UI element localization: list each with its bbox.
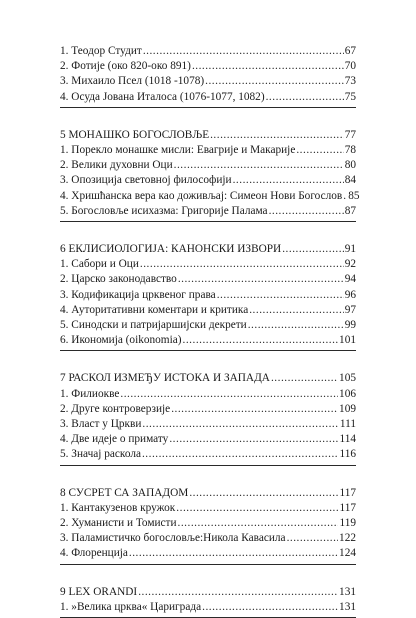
toc-entry-page: 106 — [339, 387, 356, 400]
toc-entry-page: 122 — [339, 532, 356, 545]
toc-entry-title: 6 ЕКЛИСИОЛОГИЈА: КАНОНСКИ ИЗВОРИ — [60, 243, 282, 256]
toc-entry-title: 2. Друге контроверзије — [60, 402, 171, 415]
toc-entry-page: 84 — [344, 174, 356, 187]
toc-leader-dots — [192, 59, 344, 74]
toc-leader-dots — [178, 516, 339, 531]
toc-leader-dots — [142, 417, 338, 432]
toc-entry — [60, 303, 356, 318]
toc-leader-dots — [138, 585, 338, 600]
toc-entry-page: 131 — [339, 585, 356, 598]
toc-entry-title: 9 LEX ORANDI — [60, 585, 138, 598]
toc-entry-title: 1. Сабори и Оци — [60, 258, 139, 271]
toc-entry-title: 1. »Велика црква« Цариграда — [60, 600, 202, 613]
toc-chapter-heading — [60, 486, 356, 501]
toc-entry — [60, 546, 356, 561]
toc-entry — [60, 143, 356, 158]
toc-entry-title: 2. Хуманисти и Томисти — [60, 517, 177, 530]
toc-entry-title: 3. Опозиција световној философији — [60, 174, 232, 187]
toc-entry-title: 3. Паламистичко богословље:Никола Кавасила — [60, 532, 286, 545]
toc-entry-page: 114 — [339, 433, 356, 446]
toc-leader-dots — [129, 546, 338, 561]
toc-leader-dots — [296, 143, 343, 158]
toc-entry — [60, 158, 356, 173]
toc-entry-title: 3. Михаило Псел (1018 -1078) — [60, 75, 205, 88]
toc-entry — [60, 402, 356, 417]
toc-entry-page: 92 — [344, 258, 356, 271]
toc-entry — [60, 257, 356, 272]
toc-entry-page: 94 — [344, 273, 356, 286]
toc-entry-page: 111 — [339, 418, 356, 431]
toc-entry-title: 5. Богословље исихазма: Григорије Палама — [60, 204, 268, 217]
toc-entry-page: 87 — [344, 204, 356, 217]
toc-entry-title: 4. Флоренција — [60, 547, 128, 560]
toc-entry-title: 1. Теодор Студит — [60, 45, 142, 57]
toc-chapter-heading — [60, 242, 356, 257]
toc-entry — [60, 272, 356, 287]
toc-entry-title: 4. Осуда Јована Италоса (1076-1077, 1082) — [60, 90, 265, 103]
toc-entry — [60, 417, 356, 432]
toc-entry-page: 117 — [339, 486, 356, 499]
toc-entry-page: 67 — [344, 45, 356, 57]
toc-entry-title: 1. Филиокве — [60, 387, 120, 400]
toc-entry-page: 131 — [339, 600, 356, 613]
toc-entry — [60, 189, 360, 204]
toc-chapter-heading — [60, 128, 356, 143]
toc-chapter-heading — [60, 371, 356, 386]
toc-entry-title: 3. Власт у Цркви — [60, 418, 142, 431]
toc-entry-page: 105 — [339, 372, 356, 385]
toc-leader-dots — [217, 288, 344, 303]
toc-entry — [60, 318, 356, 333]
toc-entry — [60, 90, 356, 105]
toc-entry-title: 2. Царско законодавство — [60, 273, 177, 286]
toc-entry — [60, 333, 356, 348]
toc-leader-dots — [282, 242, 343, 257]
toc-entry-page: 78 — [344, 144, 356, 157]
toc-entry-title: 2. Велики духовни Оци — [60, 159, 173, 172]
toc-entry — [60, 74, 356, 89]
toc-entry-title: 3. Кодификација црквеног права — [60, 288, 216, 301]
toc-entry — [60, 173, 356, 188]
toc-chapter-7 — [60, 371, 356, 465]
toc-entry-page: 80 — [344, 159, 356, 172]
toc-entry-page: 116 — [339, 448, 356, 461]
toc-entry-title: 4. Две идеје о примату — [60, 433, 169, 446]
toc-entry-title: 5. Синодски и патријаршијски декрети — [60, 319, 247, 332]
toc-entry — [60, 432, 356, 447]
toc-entry — [60, 44, 356, 59]
toc-chapter-5 — [60, 128, 360, 222]
toc-leader-dots — [178, 272, 344, 287]
toc-entry-title: 4. Хришћанска вера као доживљај: Симеон Нови Богослов — [60, 189, 343, 202]
toc-entry — [60, 204, 356, 219]
toc-section-4-continued — [60, 44, 356, 108]
toc-entry — [60, 501, 356, 516]
toc-leader-dots — [249, 303, 343, 318]
toc-entry-title: 1. Кантакузенов кружок — [60, 501, 176, 514]
toc-entry-page: 73 — [344, 75, 356, 88]
toc-entry-page: 117 — [339, 501, 356, 514]
toc-entry — [60, 600, 356, 615]
toc-leader-dots — [140, 257, 344, 272]
toc-entry-page: 124 — [339, 547, 356, 560]
toc-leader-dots — [271, 371, 338, 386]
toc-entry-title: 4. Ауторитативни коментари и критика — [60, 303, 249, 316]
toc-leader-dots — [343, 189, 347, 204]
toc-entry-title: 5. Значај раскола — [60, 448, 141, 461]
toc-leader-dots — [269, 204, 344, 219]
toc-entry — [60, 516, 356, 531]
toc-leader-dots — [169, 432, 338, 447]
toc-leader-dots — [189, 486, 338, 501]
toc-leader-dots — [210, 128, 344, 143]
toc-leader-dots — [287, 531, 338, 546]
toc-leader-dots — [202, 600, 338, 615]
toc-leader-dots — [176, 501, 338, 516]
toc-entry-title: 8 СУСРЕТ СА ЗАПАДОМ — [60, 486, 189, 499]
toc-entry-page: 85 — [348, 189, 360, 202]
toc-entry — [60, 447, 356, 462]
toc-chapter-8 — [60, 486, 356, 565]
toc-chapter-heading — [60, 585, 356, 600]
toc-leader-dots — [142, 447, 339, 462]
toc-leader-dots — [205, 74, 344, 89]
toc-entry-page: 70 — [344, 60, 356, 73]
toc-leader-dots — [171, 402, 338, 417]
toc-entry-page: 91 — [344, 243, 356, 256]
toc-entry-title: 6. Икономија (oikonomia) — [60, 334, 182, 347]
toc-entry-page: 77 — [344, 128, 356, 141]
toc-entry-page: 99 — [344, 319, 356, 332]
toc-entry-page: 119 — [339, 517, 356, 530]
toc-entry-page: 96 — [344, 288, 356, 301]
toc-entry — [60, 288, 356, 303]
toc-entry-page: 75 — [344, 90, 356, 103]
table-of-contents — [60, 44, 360, 618]
toc-entry-page: 97 — [344, 303, 356, 316]
toc-entry-title: 2. Фотије (око 820-око 891) — [60, 60, 191, 73]
toc-leader-dots — [183, 333, 339, 348]
toc-entry-title: 5 МОНАШКО БОГОСЛОВЉЕ — [60, 128, 210, 141]
toc-chapter-6 — [60, 242, 356, 351]
toc-leader-dots — [174, 158, 344, 173]
toc-entry — [60, 387, 356, 402]
toc-leader-dots — [248, 318, 344, 333]
toc-entry-title: 1. Порекло монашке мисли: Евагрије и Макарије — [60, 144, 296, 157]
toc-leader-dots — [266, 90, 344, 105]
toc-leader-dots — [143, 44, 344, 59]
toc-entry-page: 101 — [339, 334, 356, 347]
toc-leader-dots — [233, 173, 344, 188]
toc-entry — [60, 59, 356, 74]
toc-entry-page: 109 — [339, 402, 356, 415]
toc-entry-title: 7 РАСКОЛ ИЗМЕЂУ ИСТОКА И ЗАПАДА — [60, 372, 270, 385]
toc-entry — [60, 531, 356, 546]
toc-leader-dots — [120, 387, 338, 402]
